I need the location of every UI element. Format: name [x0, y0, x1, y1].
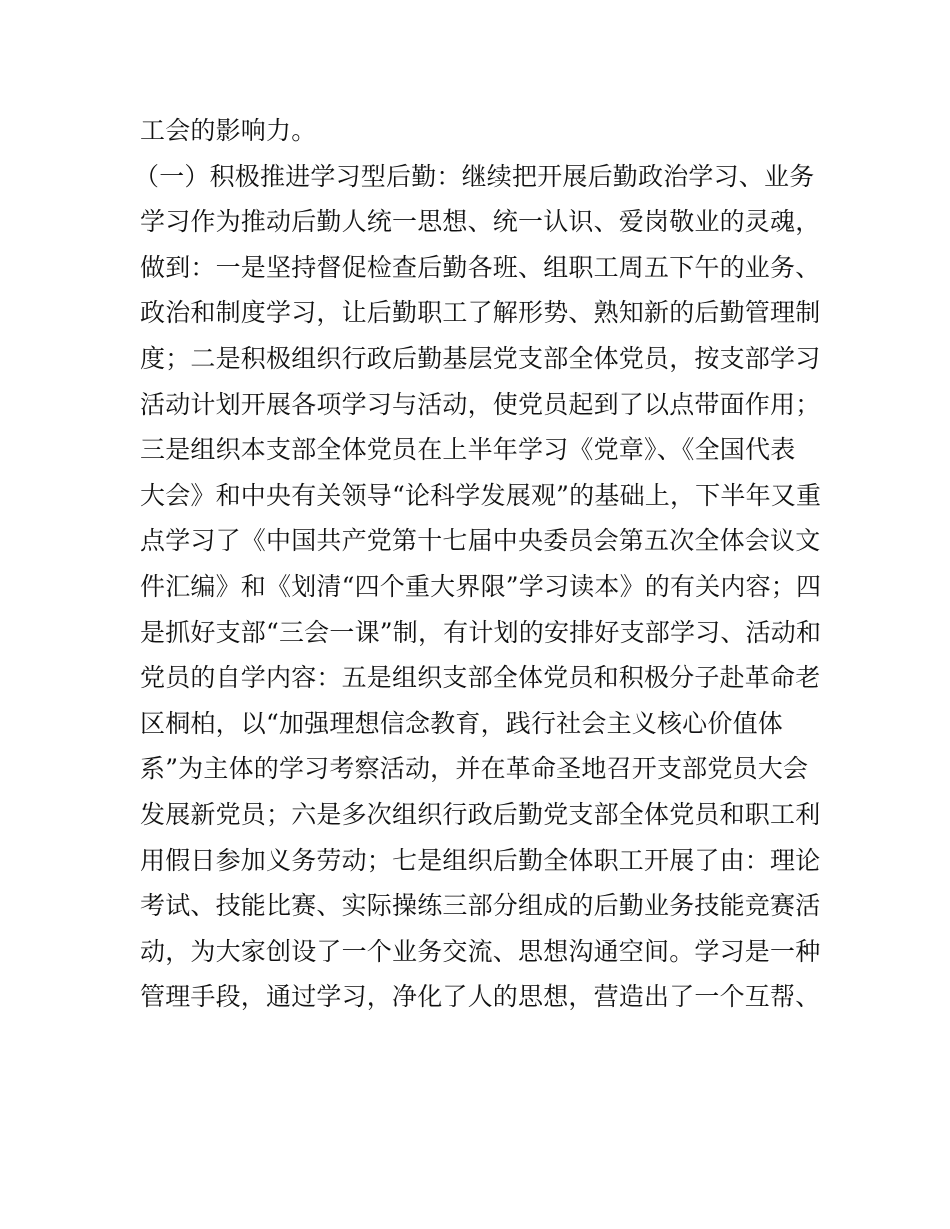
text-line: 大会》和中央有关领导“论科学发展观”的基础上，下半年又重: [140, 480, 822, 510]
text-line: 三是组织本支部全体党员在上半年学习《党章》、《全国代表: [140, 435, 796, 465]
text-line: 件汇编》和《划清“四个重大界限”学习读本》的有关内容；四: [140, 571, 822, 601]
text-line: 政治和制度学习，让后勤职工了解形势、熟知新的后勤管理制: [140, 298, 821, 328]
text-line: 动，为大家创设了一个业务交流、思想沟通空间。学习是一种: [140, 936, 821, 966]
text-line: 活动计划开展各项学习与活动，使党员起到了以点带面作用；: [140, 389, 821, 419]
text-line: 是抓好支部“三会一课”制，有计划的安排好支部学习、活动和: [140, 617, 822, 647]
text-line: （一）积极推进学习型后勤：继续把开展后勤政治学习、业务: [134, 161, 815, 191]
text-line: 度；二是积极组织行政后勤基层党支部全体党员，按支部学习: [140, 343, 821, 373]
text-line: 考试、技能比赛、实际操练三部分组成的后勤业务技能竞赛活: [140, 891, 821, 921]
text-line: 系”为主体的学习考察活动，并在革命圣地召开支部党员大会: [140, 754, 809, 784]
text-line: 党员的自学内容：五是组织支部全体党员和积极分子赴革命老: [140, 663, 821, 693]
text-line: 点学习了《中国共产党第十七届中央委员会第五次全体会议文: [140, 526, 821, 556]
text-line: 学习作为推动后勤人统一思想、统一认识、爱岗敬业的灵魂，: [140, 207, 821, 237]
body-text: [134, 108, 830, 1020]
text-line: 发展新党员；六是多次组织行政后勤党支部全体党员和职工利: [140, 799, 821, 829]
text-line: 用假日参加义务劳动；七是组织后勤全体职工开展了由：理论: [140, 845, 821, 875]
text-line: 区桐柏，以“加强理想信念教育，践行社会主义核心价值体: [140, 708, 783, 738]
text-line: 做到：一是坚持督促检查后勤各班、组职工周五下午的业务、: [140, 252, 821, 282]
text-line: 管理手段，通过学习，净化了人的思想，营造出了一个互帮、: [140, 982, 821, 1012]
text-line: 工会的影响力。: [140, 116, 317, 145]
